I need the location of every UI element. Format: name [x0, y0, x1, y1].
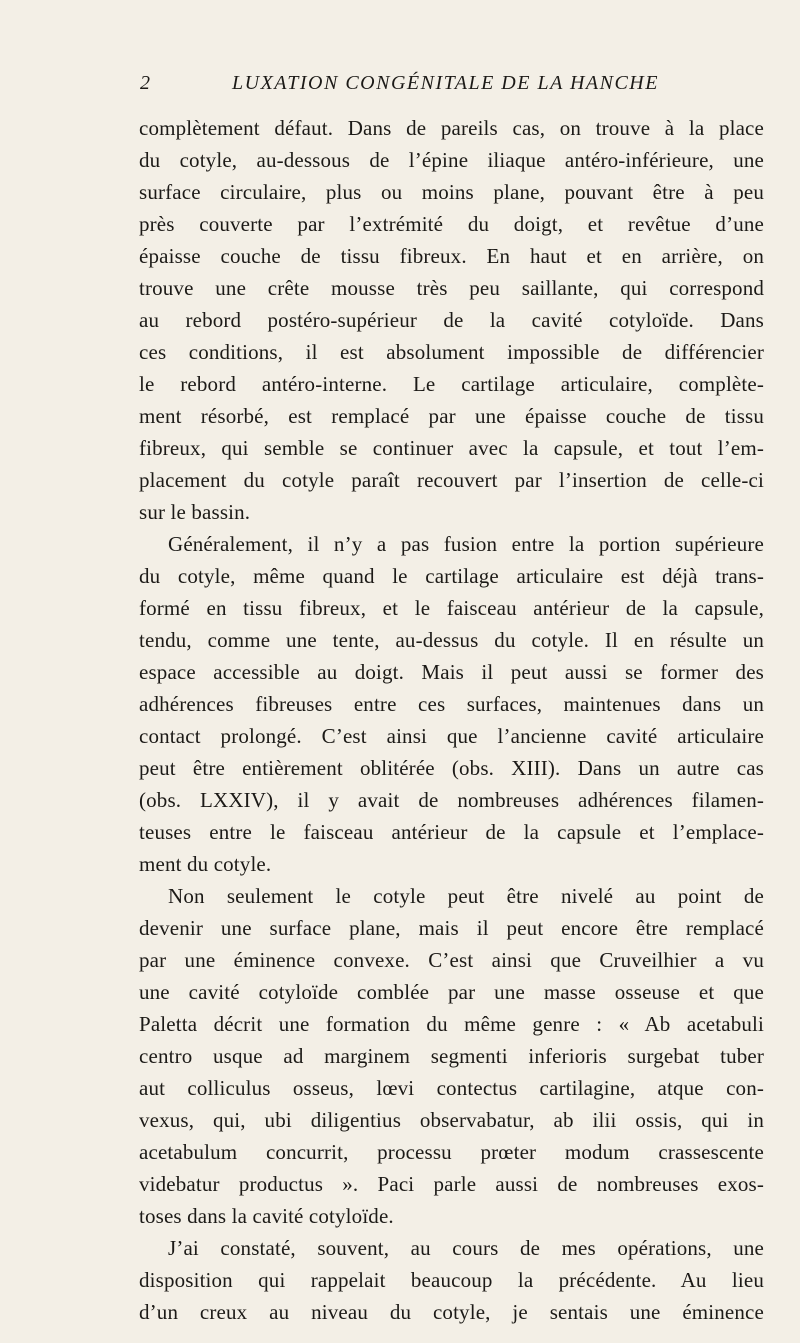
text-line: devenir une surface plane, mais il peut encore être remplacé — [139, 916, 764, 940]
running-head — [140, 72, 760, 102]
text-line: Généralement, il n’y a pas fusion entre la portion supérieure — [168, 532, 764, 556]
text-line: épaisse couche de tissu fibreux. En haut et en arrière, on — [139, 244, 764, 268]
page-number: 2 — [140, 72, 152, 94]
text-line: du cotyle, au-dessous de l’épine iliaque antéro-inférieure, une — [139, 148, 764, 172]
text-line: contact prolongé. C’est ainsi que l’ancienne cavité articulaire — [139, 724, 764, 748]
text-line: peut être entièrement oblitérée (obs. XIII). Dans un autre cas — [139, 756, 764, 780]
running-title: LUXATION CONGÉNITALE DE LA HANCHE — [232, 72, 659, 94]
text-line: aut colliculus osseus, lœvi contectus cartilagine, atque con- — [139, 1076, 764, 1100]
text-line: disposition qui rappelait beaucoup la précédente. Au lieu — [139, 1268, 764, 1292]
text-line: d’un creux au niveau du cotyle, je sentais une éminence — [139, 1300, 764, 1324]
text-line: du cotyle, même quand le cartilage articulaire est déjà trans- — [139, 564, 764, 588]
text-line: teuses entre le faisceau antérieur de la capsule et l’emplace- — [139, 820, 764, 844]
text-line: placement du cotyle paraît recouvert par l’insertion de celle-ci — [139, 468, 764, 492]
text-line: ment résorbé, est remplacé par une épaisse couche de tissu — [139, 404, 764, 428]
text-line: ces conditions, il est absolument impossible de différencier — [139, 340, 764, 364]
body-text — [139, 112, 764, 1328]
text-line: Paletta décrit une formation du même genre : « Ab acetabuli — [139, 1012, 764, 1036]
text-line: vexus, qui, ubi diligentius observabatur, ab ilii ossis, qui in — [139, 1108, 764, 1132]
text-line: au rebord postéro-supérieur de la cavité cotyloïde. Dans — [139, 308, 764, 332]
text-line: acetabulum concurrit, processu prœter modum crassescente — [139, 1140, 764, 1164]
text-line: centro usque ad marginem segmenti inferioris surgebat tuber — [139, 1044, 764, 1068]
text-line: surface circulaire, plus ou moins plane, pouvant être à peu — [139, 180, 764, 204]
text-line: toses dans la cavité cotyloïde. — [139, 1204, 394, 1228]
text-line: complètement défaut. Dans de pareils cas, on trouve à la place — [139, 116, 764, 140]
text-line: tendu, comme une tente, au-dessus du cotyle. Il en résulte un — [139, 628, 764, 652]
text-line: formé en tissu fibreux, et le faisceau antérieur de la capsule, — [139, 596, 764, 620]
text-line: espace accessible au doigt. Mais il peut aussi se former des — [139, 660, 764, 684]
text-line: J’ai constaté, souvent, au cours de mes opérations, une — [168, 1236, 764, 1260]
text-line: par une éminence convexe. C’est ainsi que Cruveilhier a vu — [139, 948, 764, 972]
text-line: ment du cotyle. — [139, 852, 272, 876]
text-line: adhérences fibreuses entre ces surfaces, maintenues dans un — [139, 692, 764, 716]
text-line: le rebord antéro-interne. Le cartilage articulaire, complète- — [139, 372, 764, 396]
text-line: une cavité cotyloïde comblée par une masse osseuse et que — [139, 980, 764, 1004]
text-line: sur le bassin. — [139, 500, 251, 524]
text-line: trouve une crête mousse très peu saillante, qui correspond — [139, 276, 764, 300]
text-line: (obs. LXXIV), il y avait de nombreuses adhérences filamen- — [139, 788, 764, 812]
text-line: Non seulement le cotyle peut être nivelé au point de — [168, 884, 764, 908]
text-line: videbatur productus ». Paci parle aussi de nombreuses exos- — [139, 1172, 764, 1196]
text-line: fibreux, qui semble se continuer avec la capsule, et tout l’em- — [139, 436, 764, 460]
text-line: près couverte par l’extrémité du doigt, et revêtue d’une — [139, 212, 764, 236]
